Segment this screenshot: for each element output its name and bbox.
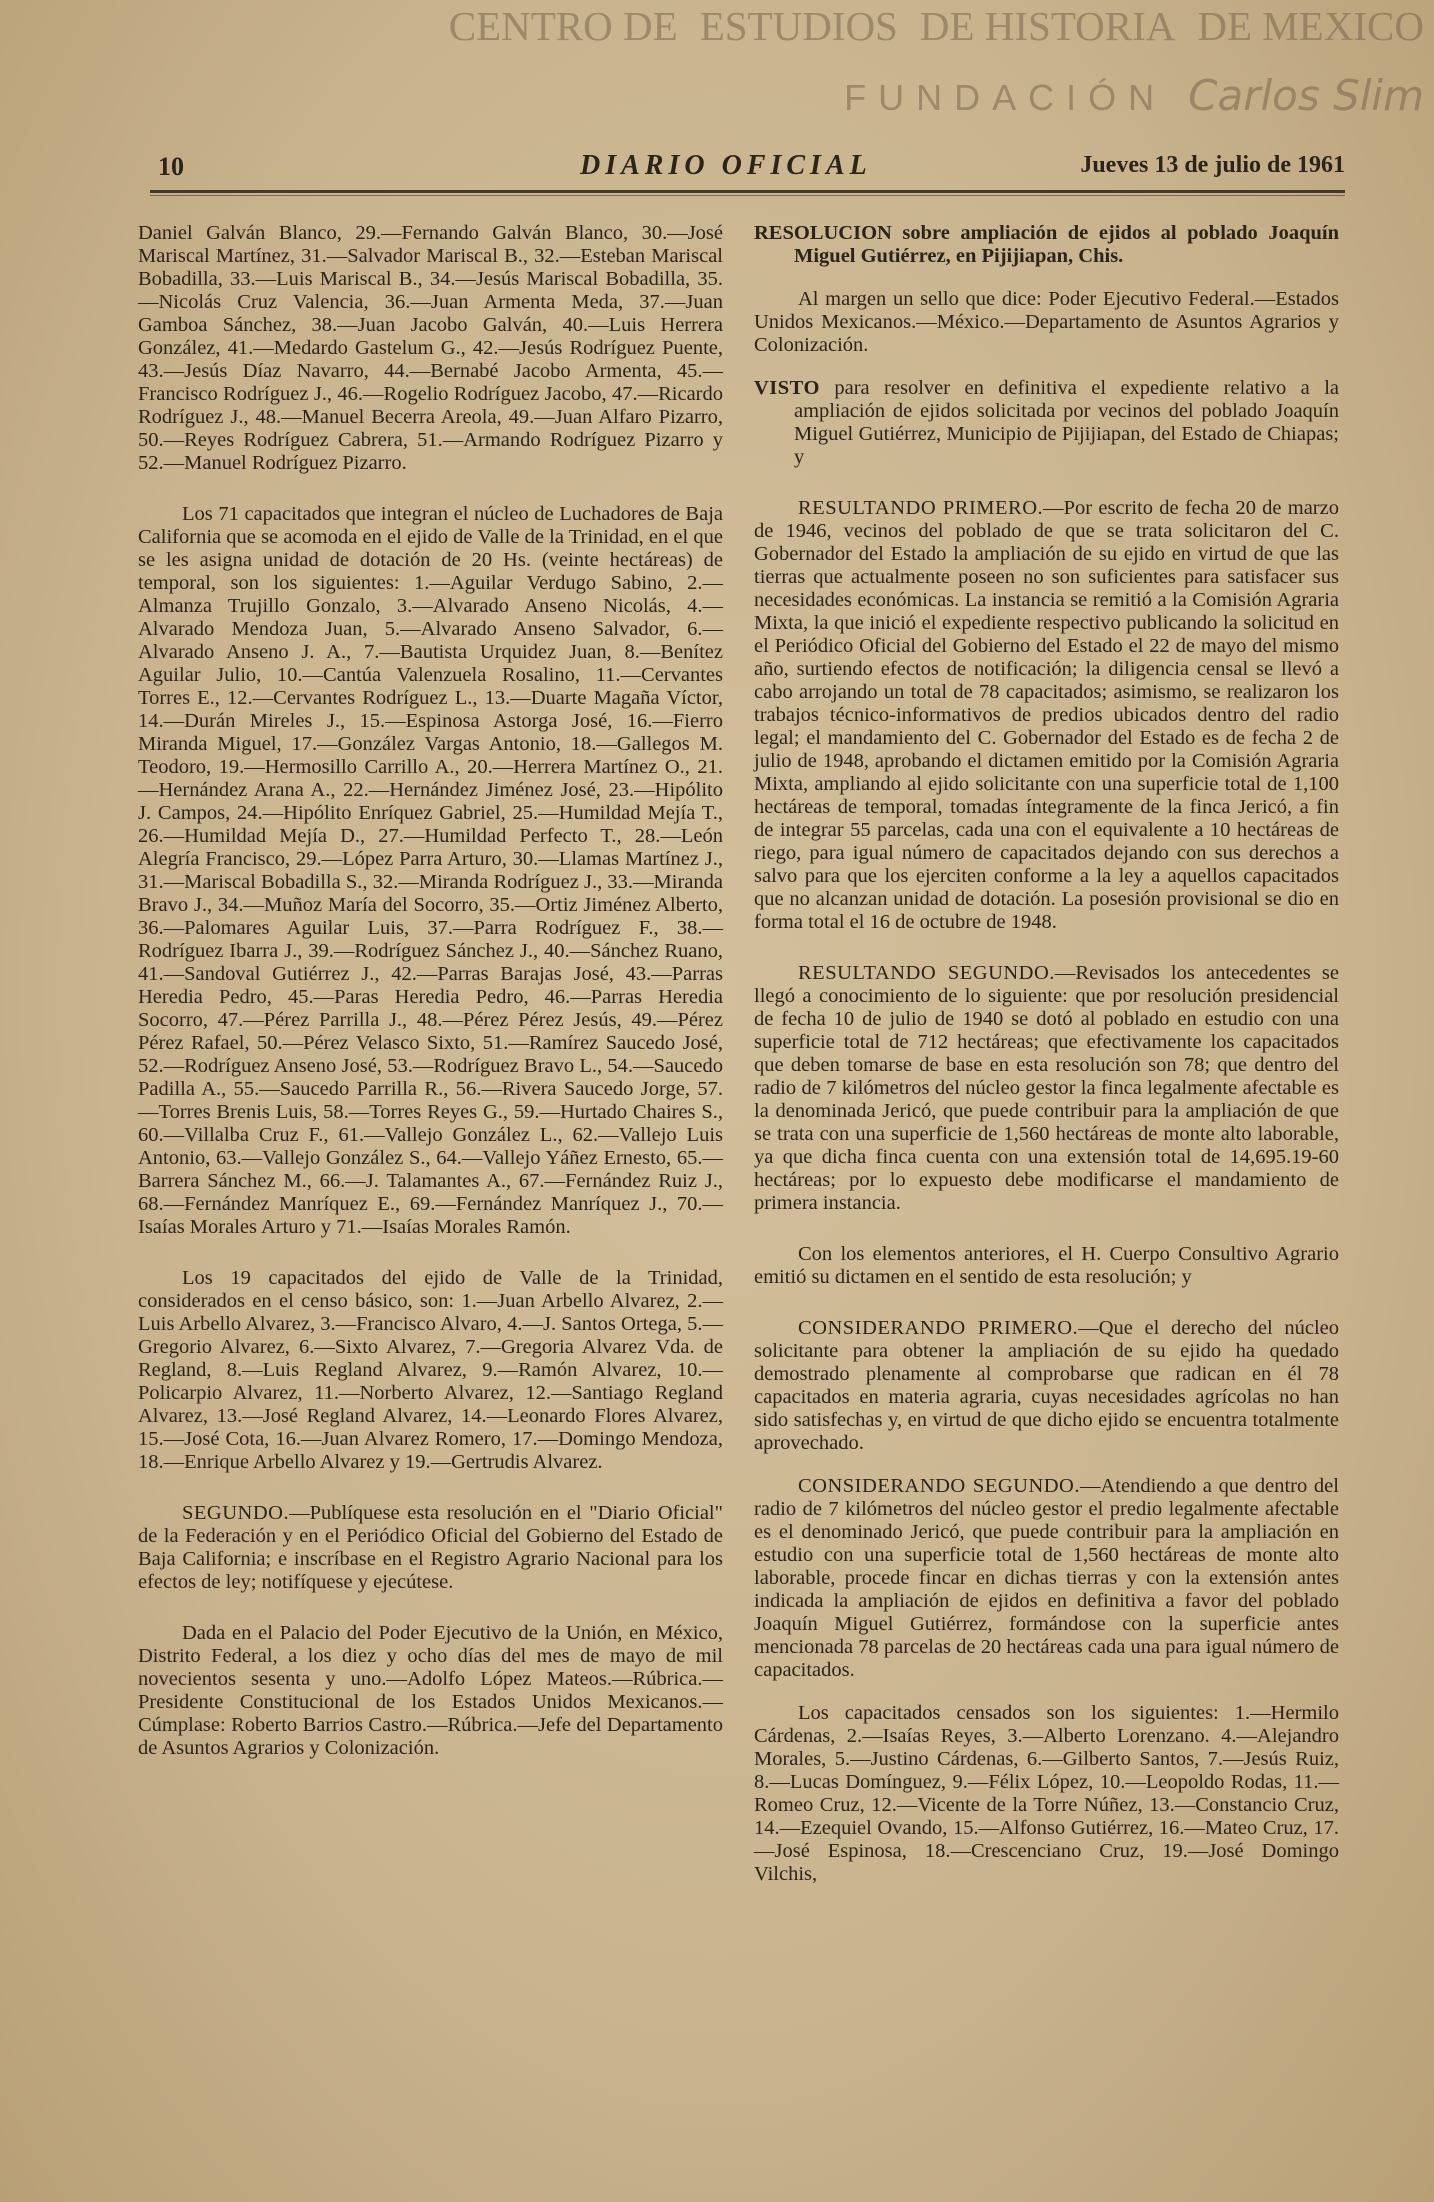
page-number: 10 [158,152,184,181]
watermark-line: DE HISTORIA [919,3,1176,49]
paragraph-text: Con los elementos anteriores, el H. Cuerpo Consultivo Agrario emitió su dictamen en el sentido de esta resolución; y [754,1243,1339,1288]
watermark-line: DE MEXICO [1197,3,1424,49]
paragraph-lead: SEGUNDO. [182,1502,290,1524]
paragraph-lead: RESULTANDO PRIMERO. [798,497,1044,519]
right-column [754,222,1339,1906]
paragraph-text: —Que el derecho del núcleo solicitante para obtener la ampliación de su ejido ha quedado demostrado plenamente al comprobarse que radican en él 78 capacitados en materia agraria, cuyas necesidades agrícolas no han sido satisfechas y, en virtud de que dicho ejido se encuentra totalmente aprovechado. [754,1317,1339,1454]
paragraph-considerando-primero [754,1317,1339,1455]
paragraph-text: —Atendiendo a que dentro del radio de 7 kilómetros del núcleo gestor el predio legalmente afectable es el denominado Jericó, que puede contribuir para la ampliación en estudio con una superficie total de 1,560 hectáreas de monte alto laborable, procede fincar en dichas tierras y con la extensión antes indicada la ampliación de ejidos en definitiva a favor del poblado Joaquín Miguel Gutiérrez, formándose con la superficie antes mencionada 78 parcelas de 20 hectáreas cada una para igual número de capacitados. [754,1475,1339,1681]
paragraph-19-capacitados [138,1267,723,1474]
paragraph-text: para resolver en definitiva el expediente relativo a la ampliación de ejidos solicitada por vecinos del poblado Joaquín Miguel Gutiérrez, Municipio de Pijijiapan, del Estado de Chiapas; y [794,377,1339,468]
paragraph-lead: CONSIDERANDO SEGUNDO. [798,1475,1080,1497]
paragraph-text: Daniel Galván Blanco, 29.—Fernando Galván Blanco, 30.—José Mariscal Martínez, 31.—Salvador Mariscal B., 32.—Esteban Mariscal Bobadilla, 33.—Luis Mariscal B., 34.—Jesús Mariscal Bobadilla, 35.—Nicolás Cruz Valencia, 36.—Juan Armenta Meda, 37.—Juan Gamboa Sánchez, 38.—Juan Jacobo Galván, 40.—Luis Herrera González, 41.—Medardo Gastelum G., 42.—Jesús Rodríguez Puente, 43.—Jesús Díaz Navarro, 44.—Bernabé Jacobo Armenta, 45.—Francisco Rodríguez J., 46.—Rogelio Rodríguez Jacobo, 47.—Ricardo Rodríguez J., 48.—Manuel Becerra Areola, 49.—Juan Alfaro Pizarro, 50.—Reyes Rodríguez Cabrera, 51.—Armando Rodríguez Pizarro y 52.—Manuel Rodríguez Pizarro. [138,222,723,474]
watermark-line: ESTUDIOS [699,3,898,49]
watermark-line: CENTRO DE [448,3,678,49]
paragraph-name-list-continued [138,222,723,475]
paragraph-text: —Publíquese esta resolución en el "Diario Oficial" de la Federación y en el Periódico Oficial del Gobierno del Estado de Baja California; e inscríbase en el Registro Agrario Nacional para los efectos de ley; notifíquese y ejecútese. [138,1502,723,1593]
paragraph-text: —Revisados los antecedentes se llegó a conocimiento de lo siguiente: que por resolución presidencial de fecha 10 de julio de 1940 se dotó al poblado en estudio con una superficie total de 712 hectáreas; que efectivamente los capacitados que deben tomarse de base en esta resolución son 78; que dentro del radio de 7 kilómetros del núcleo gestor la finca legalmente afectable es la denominada Jericó, que puede contribuir para la ampliación de que se trata con una superficie de 1,560 hectáreas de monte alto laborable, ya que dicha finca cuenta con una extensión total de 14,695.19-60 hectáreas; por lo expuesto debe modificarse el mandamiento de primera instancia. [754,962,1340,1214]
paragraph-text: Los capacitados censados son los siguientes: 1.—Hermilo Cárdenas, 2.—Isaías Reyes, 3.—Alberto Lorenzano. 4.—Alejandro Morales, 5.—Justino Cárdenas, 6.—Gilberto Santos, 7.—Jesús Ruiz, 8.—Lucas Domínguez, 9.—Félix López, 10.—Leopoldo Rodas, 11.—Romeo Cruz, 12.—Vicente de la Torre Núñez, 13.—Constancio Cruz, 14.—Ezequiel Ovando, 15.—Alfonso Gutiérrez, 16.—Mateo Cruz, 17.—José Espinosa, 18.—Crescenciano Cruz, 19.—José Domingo Vilchis, [754,1702,1339,1885]
paragraph-text: Los 19 capacitados del ejido de Valle de la Trinidad, considerados en el censo básico, son: 1.—Juan Arbello Alvarez, 2.—Luis Arbello Alvarez, 3.—Francisco Alvaro, 4.—J. Santos Ortega, 5.—Gregorio Alvarez, 6.—Sixto Alvarez, 7.—Gregoria Alvarez Vda. de Regland, 8.—Luis Regland Alvarez, 9.—Ramón Alvarez, 10.—Policarpio Alvarez, 11.—Norberto Alvarez, 12.—Santiago Regland Alvarez, 13.—José Regland Alvarez, 14.—Leonardo Flores Alvarez, 15.—José Cota, 16.—Juan Alvarez Romero, 17.—Domingo Mendoza, 18.—Enrique Arbello Alvarez y 19.—Gertrudis Alvarez. [138,1267,723,1473]
left-column [138,222,723,1780]
paragraph-text: Los 71 capacitados que integran el núcleo de Luchadores de Baja California que se acomoda en el ejido de Valle de la Trinidad, en el que se les asigna unidad de dotación de 20 Hs. (veinte hectáreas) de temporal, son los siguientes: 1.—Aguilar Verdugo Sabino, 2.—Almanza Trujillo Gonzalo, 3.—Alvarado Anseno Nicolás, 4.—Alvarado Mendoza Juan, 5.—Alvarado Anseno Salvador, 6.—Alvarado Anseno J. A., 7.—Bautista Urquidez Juan, 8.—Benítez Aguilar Julio, 10.—Cantúa Valenzuela Rosalino, 11.—Cervantes Torres E., 12.—Cervantes Rodríguez L., 13.—Duarte Magaña Víctor, 14.—Durán Mireles J., 15.—Espinosa Astorga José, 16.—Fierro Miranda Miguel, 17.—González Vargas Antonio, 18.—Gallegos M. Teodoro, 19.—Hermosillo Carrillo A., 20.—Herrera Martínez O., 21.—Hernández Arana A., 22.—Hernández Jiménez José, 23.—Hipólito J. Campos, 24.—Hipólito Enríquez Gabriel, 25.—Humildad Mejía T., 26.—Humildad Mejía D., 27.—Humildad Perfecto T., 28.—León Alegría Francisco, 29.—López Parra Arturo, 30.—Llamas Martínez J., 31.—Mariscal Bobadilla S., 32.—Miranda Rodríguez J., 33.—Miranda Bravo J., 34.—Muñoz María del Socorro, 35.—Ortiz Jiménez Alberto, 36.—Palomares Aguilar Luis, 37.—Parra Rodríguez F., 38.—Rodríguez Ibarra J., 39.—Rodríguez Sánchez J., 40.—Sánchez Ruano, 41.—Sandoval Gutiérrez J., 42.—Parras Barajas José, 43.—Parras Heredia Pedro, 45.—Paras Heredia Pedro, 46.—Parras Heredia Socorro, 47.—Pérez Parrilla J., 48.—Pérez Pérez Jesús, 49.—Pérez Pérez Rafael, 50.—Pérez Velasco Sixto, 51.—Ramírez Saucedo José, 52.—Rodríguez Anseno José, 53.—Rodríguez Bravo L., 54.—Saucedo Padilla A., 55.—Saucedo Parrilla R., 56.—Rivera Saucedo Jorge, 57.—Torres Brenis Luis, 58.—Torres Reyes G., 59.—Hurtado Chaires S., 60.—Villalba Cruz F., 61.—Vallejo González L., 62.—Vallejo Luis Antonio, 63.—Vallejo González S., 64.—Vallejo Yáñez Ernesto, 65.—Barrera Sánchez M., 66.—J. Talamantes A., 67.—Fernández Ruiz J., 68.—Fernández Manríquez E., 69.—Fernández Manríquez J., 70.—Isaías Morales Arturo y 71.—Isaías Morales Ramón. [138,503,723,1238]
paragraph-71-capacitados [138,503,723,1239]
paragraph-considerando-segundo [754,1475,1339,1682]
paragraph-dada [138,1622,723,1760]
paragraph-text: Al margen un sello que dice: Poder Ejecutivo Federal.—Estados Unidos Mexicanos.—México.—Departamento de Asuntos Agrarios y Colonización. [754,288,1339,356]
paragraph-al-margen [754,288,1339,357]
paragraph-segundo [138,1502,723,1594]
paragraph-con-los-elementos [754,1243,1339,1289]
paragraph-resultando-primero [754,497,1339,934]
watermark-signature: Carlos Slim [1188,71,1424,120]
paragraph-text: Dada en el Palacio del Poder Ejecutivo de la Unión, en México, Distrito Federal, a los diez y ocho días del mes de mayo de mil novecientos sesenta y uno.—Adolfo López Mateos.—Rúbrica.—Presidente Constitucional de los Estados Unidos Mexicanos.—Cúmplase: Roberto Barrios Castro.—Rúbrica.—Jefe del Departamento de Asuntos Agrarios y Colonización. [138,1622,723,1759]
paragraph-lead: RESULTANDO SEGUNDO. [798,962,1055,984]
paragraph-capacitados-censados [754,1702,1339,1886]
issue-date: Jueves 13 de julio de 1961 [1080,152,1345,178]
page-header [150,150,1345,186]
paragraph-text: —Por escrito de fecha 20 de marzo de 1946, vecinos del poblado de que se trata solicitaron del C. Gobernador del Estado la ampliación de su ejido en virtud de que las tierras que actualmente poseen no son suficientes para satisfacer sus necesidades económicas. La instancia se remitió a la Comisión Agraria Mixta, la que inició el expediente respectivo publicando la solicitud en el Periódico Oficial del Gobierno del Estado el 22 de mayo del mismo año, surtiendo efectos de notificación; la diligencia censal se llevó a cabo arrojando un total de 78 capacitados; asimismo, se realizaron los trabajos técnico-informativos de predios ubicados dentro del radio legal; el mandamiento del C. Gobernador del Estado es de fecha 2 de julio de 1948, aprobando el dictamen emitido por la Comisión Agraria Mixta, ampliando al ejido solicitante con una superficie total de 1,100 hectáreas de temporal, tomadas íntegramente de la finca Jericó, a fin de integrar 55 parcelas, cada una con el equivalente a 10 hectáreas de riego, para igual número de capacitados dejando con sus derechos a salvo para que los ejerciten conforme a la ley a aquellos capacitados que no alcanzan unidad de dotación. La posesión provisional se dio en forma total el 16 de octubre de 1948. [754,497,1339,933]
watermark-foundation: FUNDACIÓN [844,77,1167,118]
paragraph-lead: VISTO [754,377,820,399]
header-rule [150,190,1345,193]
resolution-title: RESOLUCION sobre ampliación de ejidos al poblado Joaquín Miguel Gutiérrez, en Pijijiapan, Chis. [754,222,1339,267]
paragraph-lead: CONSIDERANDO PRIMERO. [798,1317,1079,1339]
paragraph-visto [754,377,1339,469]
paragraph-resultando-segundo [754,962,1339,1215]
archive-watermark [300,2,1424,142]
masthead: DIARIO OFICIAL [580,150,872,181]
header-rule-thin [150,195,1345,196]
